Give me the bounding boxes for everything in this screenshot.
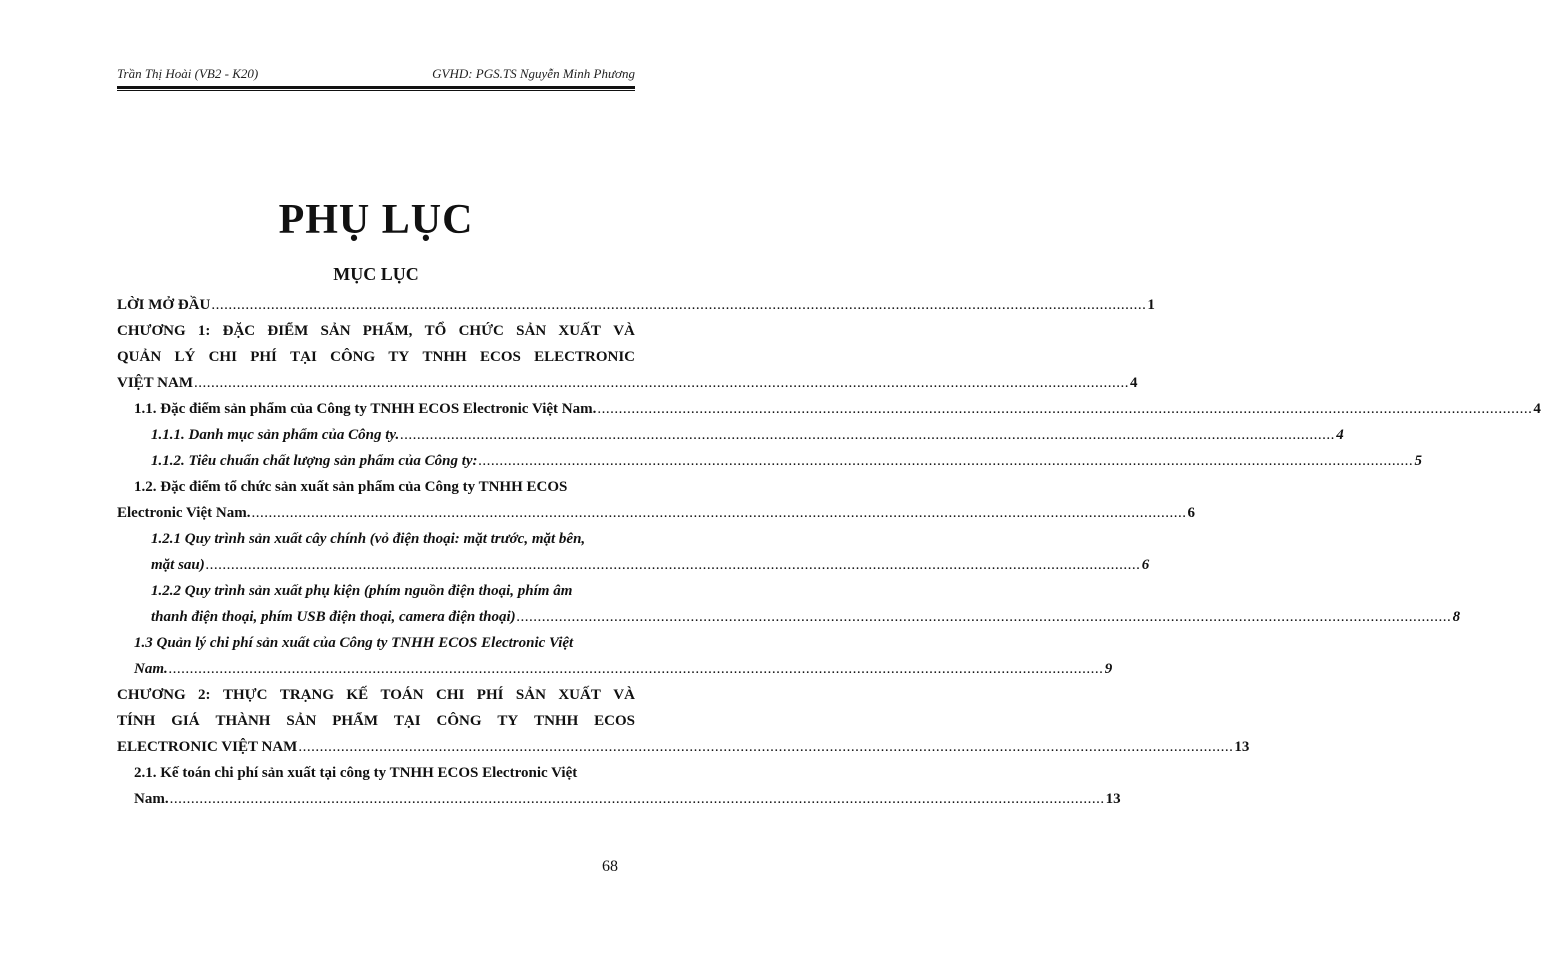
toc-entry-text: Nam. <box>134 791 169 807</box>
toc-word: 1: <box>197 323 211 339</box>
toc-word: THỰC <box>222 687 268 703</box>
toc-entry-page: 6 <box>1187 505 1195 521</box>
toc-entry-text: 1.1. Đặc điểm sản phẩm của Công ty TNHH ECOS Electronic Việt Nam. <box>134 401 597 417</box>
dot-leader: ............................................................................................................................................................................................................................ <box>211 297 1147 313</box>
dot-leader: ............................................................................................................................................................................................................................ <box>193 375 1129 391</box>
toc-entry-line <box>117 734 1250 760</box>
toc-entry-page: 4 <box>1533 401 1541 417</box>
toc-entry-page: 13 <box>1105 791 1121 807</box>
toc-word: TẠI <box>290 349 317 365</box>
toc-word: 2: <box>198 687 211 703</box>
toc-heading: MỤC LỤC <box>333 264 419 284</box>
table-of-contents <box>117 292 1541 812</box>
toc-word: ECOS <box>480 349 521 365</box>
toc-word: XUẤT <box>558 687 601 703</box>
toc-word: CHƯƠNG <box>117 323 186 339</box>
toc-word: CHI <box>208 349 237 365</box>
dot-leader: ............................................................................................................................................................................................................................ <box>251 505 1187 521</box>
toc-entry-line <box>117 604 1461 630</box>
dot-leader: ............................................................................................................................................................................................................................ <box>516 609 1452 625</box>
toc-entry-line <box>117 344 635 370</box>
toc-entry-line: 1.2.1 Quy trình sản xuất cây chính (vỏ điện thoại: mặt trước, mặt bên, <box>151 531 586 547</box>
header-rule-thick <box>117 86 635 89</box>
toc-entry-page: 5 <box>1414 453 1423 469</box>
toc-entry-page: 1 <box>1147 297 1155 313</box>
dot-leader: ............................................................................................................................................................................................................................ <box>400 427 1336 443</box>
dot-leader: ............................................................................................................................................................................................................................ <box>478 453 1414 469</box>
toc-word: LÝ <box>174 349 196 365</box>
toc-word: TRẠNG <box>279 687 334 703</box>
toc-entry-page: 9 <box>1104 661 1113 677</box>
toc-word: CÔNG <box>436 713 482 729</box>
dot-leader: ............................................................................................................................................................................................................................ <box>298 739 1234 755</box>
toc-word: PHẨM, <box>362 323 413 339</box>
toc-word: TẠI <box>393 713 421 729</box>
toc-entry-1-3[interactable] <box>117 630 1113 682</box>
toc-word: PHÍ <box>476 687 504 703</box>
toc-entry-text: thanh điện thoại, phím USB điện thoại, camera điện thoại) <box>151 609 516 625</box>
toc-entry-line <box>117 552 1150 578</box>
toc-entry-line: 1.3 Quản lý chi phí sản xuất của Công ty TNHH ECOS Electronic Việt <box>134 635 574 651</box>
toc-entry-line: 1.2. Đặc điểm tổ chức sản xuất sản phẩm của Công ty TNHH ECOS <box>134 479 568 495</box>
dot-leader: ............................................................................................................................................................................................................................ <box>168 661 1104 677</box>
toc-entry-page: 4 <box>1129 375 1138 391</box>
toc-word: XUẤT <box>558 323 601 339</box>
toc-word: SẢN <box>286 713 317 729</box>
toc-entry-line <box>117 708 635 734</box>
toc-entry-line <box>117 370 1138 396</box>
toc-word: VÀ <box>613 687 635 703</box>
toc-word: CÔNG <box>330 349 376 365</box>
dot-leader: ............................................................................................................................................................................................................................ <box>205 557 1141 573</box>
toc-entry-line <box>117 500 1195 526</box>
toc-entry-text: 1.1.2. Tiêu chuẩn chất lượng sản phẩm của Công ty: <box>151 453 478 469</box>
dot-leader: ............................................................................................................................................................................................................................ <box>169 791 1105 807</box>
toc-entry-1-2-2[interactable] <box>117 578 1461 630</box>
toc-word: PHẨM <box>332 713 379 729</box>
page-number: 68 <box>602 858 618 875</box>
toc-word: THÀNH <box>215 713 271 729</box>
toc-entry-loi-mo-dau[interactable] <box>117 292 1155 318</box>
toc-entry-page: 13 <box>1234 739 1250 755</box>
toc-entry-text: mặt sau) <box>151 557 205 573</box>
toc-word: CHƯƠNG <box>117 687 186 703</box>
toc-word: TNHH <box>422 349 467 365</box>
toc-entry-1-2-1[interactable] <box>117 526 1150 578</box>
page-title: PHỤ LỤC <box>278 197 474 243</box>
toc-entry-page: 4 <box>1336 427 1344 443</box>
toc-entry-line: 2.1. Kế toán chi phí sản xuất tại công ty TNHH ECOS Electronic Việt <box>134 765 578 781</box>
toc-word: TY <box>388 349 410 365</box>
toc-entry-2-1[interactable] <box>117 760 1121 812</box>
toc-entry-1-2[interactable] <box>117 474 1195 526</box>
toc-entry-text: ELECTRONIC VIỆT NAM <box>117 739 298 755</box>
toc-word: VÀ <box>613 323 635 339</box>
toc-entry-page: 6 <box>1141 557 1150 573</box>
toc-word: ĐIỂM <box>267 323 309 339</box>
toc-word: TÍNH <box>117 713 156 729</box>
toc-word: PHÍ <box>250 349 277 365</box>
toc-word: ĐẶC <box>222 323 256 339</box>
toc-word: SẢN <box>515 687 546 703</box>
toc-entry-line <box>117 318 635 344</box>
toc-entry-text: Nam. <box>134 661 168 677</box>
toc-entry-line <box>117 786 1121 812</box>
toc-word: CHI <box>436 687 465 703</box>
toc-entry-text: LỜI MỞ ĐẦU <box>117 297 211 313</box>
toc-entry-1-1-2[interactable] <box>117 448 1423 474</box>
toc-entry-1-1-1[interactable] <box>117 422 1344 448</box>
toc-word: ECOS <box>594 713 635 729</box>
toc-entry-line <box>117 656 1113 682</box>
toc-entry-chuong-2[interactable] <box>117 682 1250 760</box>
toc-word: SẢN <box>320 323 351 339</box>
toc-entry-line <box>117 682 635 708</box>
toc-word: ELECTRONIC <box>534 349 635 365</box>
toc-word: GIÁ <box>171 713 200 729</box>
toc-entry-page: 8 <box>1452 609 1461 625</box>
toc-word: TY <box>497 713 519 729</box>
toc-entry-1-1[interactable] <box>117 396 1541 422</box>
toc-entry-text: 1.1.1. Danh mục sản phẩm của Công ty. <box>151 427 400 443</box>
header-author: Trần Thị Hoài (VB2 - K20) <box>117 66 259 81</box>
toc-word: TNHH <box>534 713 579 729</box>
header-supervisor: GVHD: PGS.TS Nguyễn Minh Phương <box>432 66 635 81</box>
toc-word: SẢN <box>516 323 547 339</box>
toc-word: KẾ <box>346 687 369 703</box>
toc-entry-text: Electronic Việt Nam. <box>117 505 251 521</box>
toc-entry-text: VIỆT NAM <box>117 375 193 391</box>
toc-word: CHỨC <box>458 323 504 339</box>
toc-word: TỔ <box>424 323 447 339</box>
header-rule-thin <box>117 90 635 91</box>
dot-leader: ............................................................................................................................................................................................................................ <box>597 401 1533 417</box>
toc-entry-line: 1.2.2 Quy trình sản xuất phụ kiện (phím nguồn điện thoại, phím âm <box>151 583 573 599</box>
toc-word: TOÁN <box>380 687 424 703</box>
toc-entry-chuong-1[interactable] <box>117 318 1138 396</box>
toc-word: QUẢN <box>117 349 162 365</box>
